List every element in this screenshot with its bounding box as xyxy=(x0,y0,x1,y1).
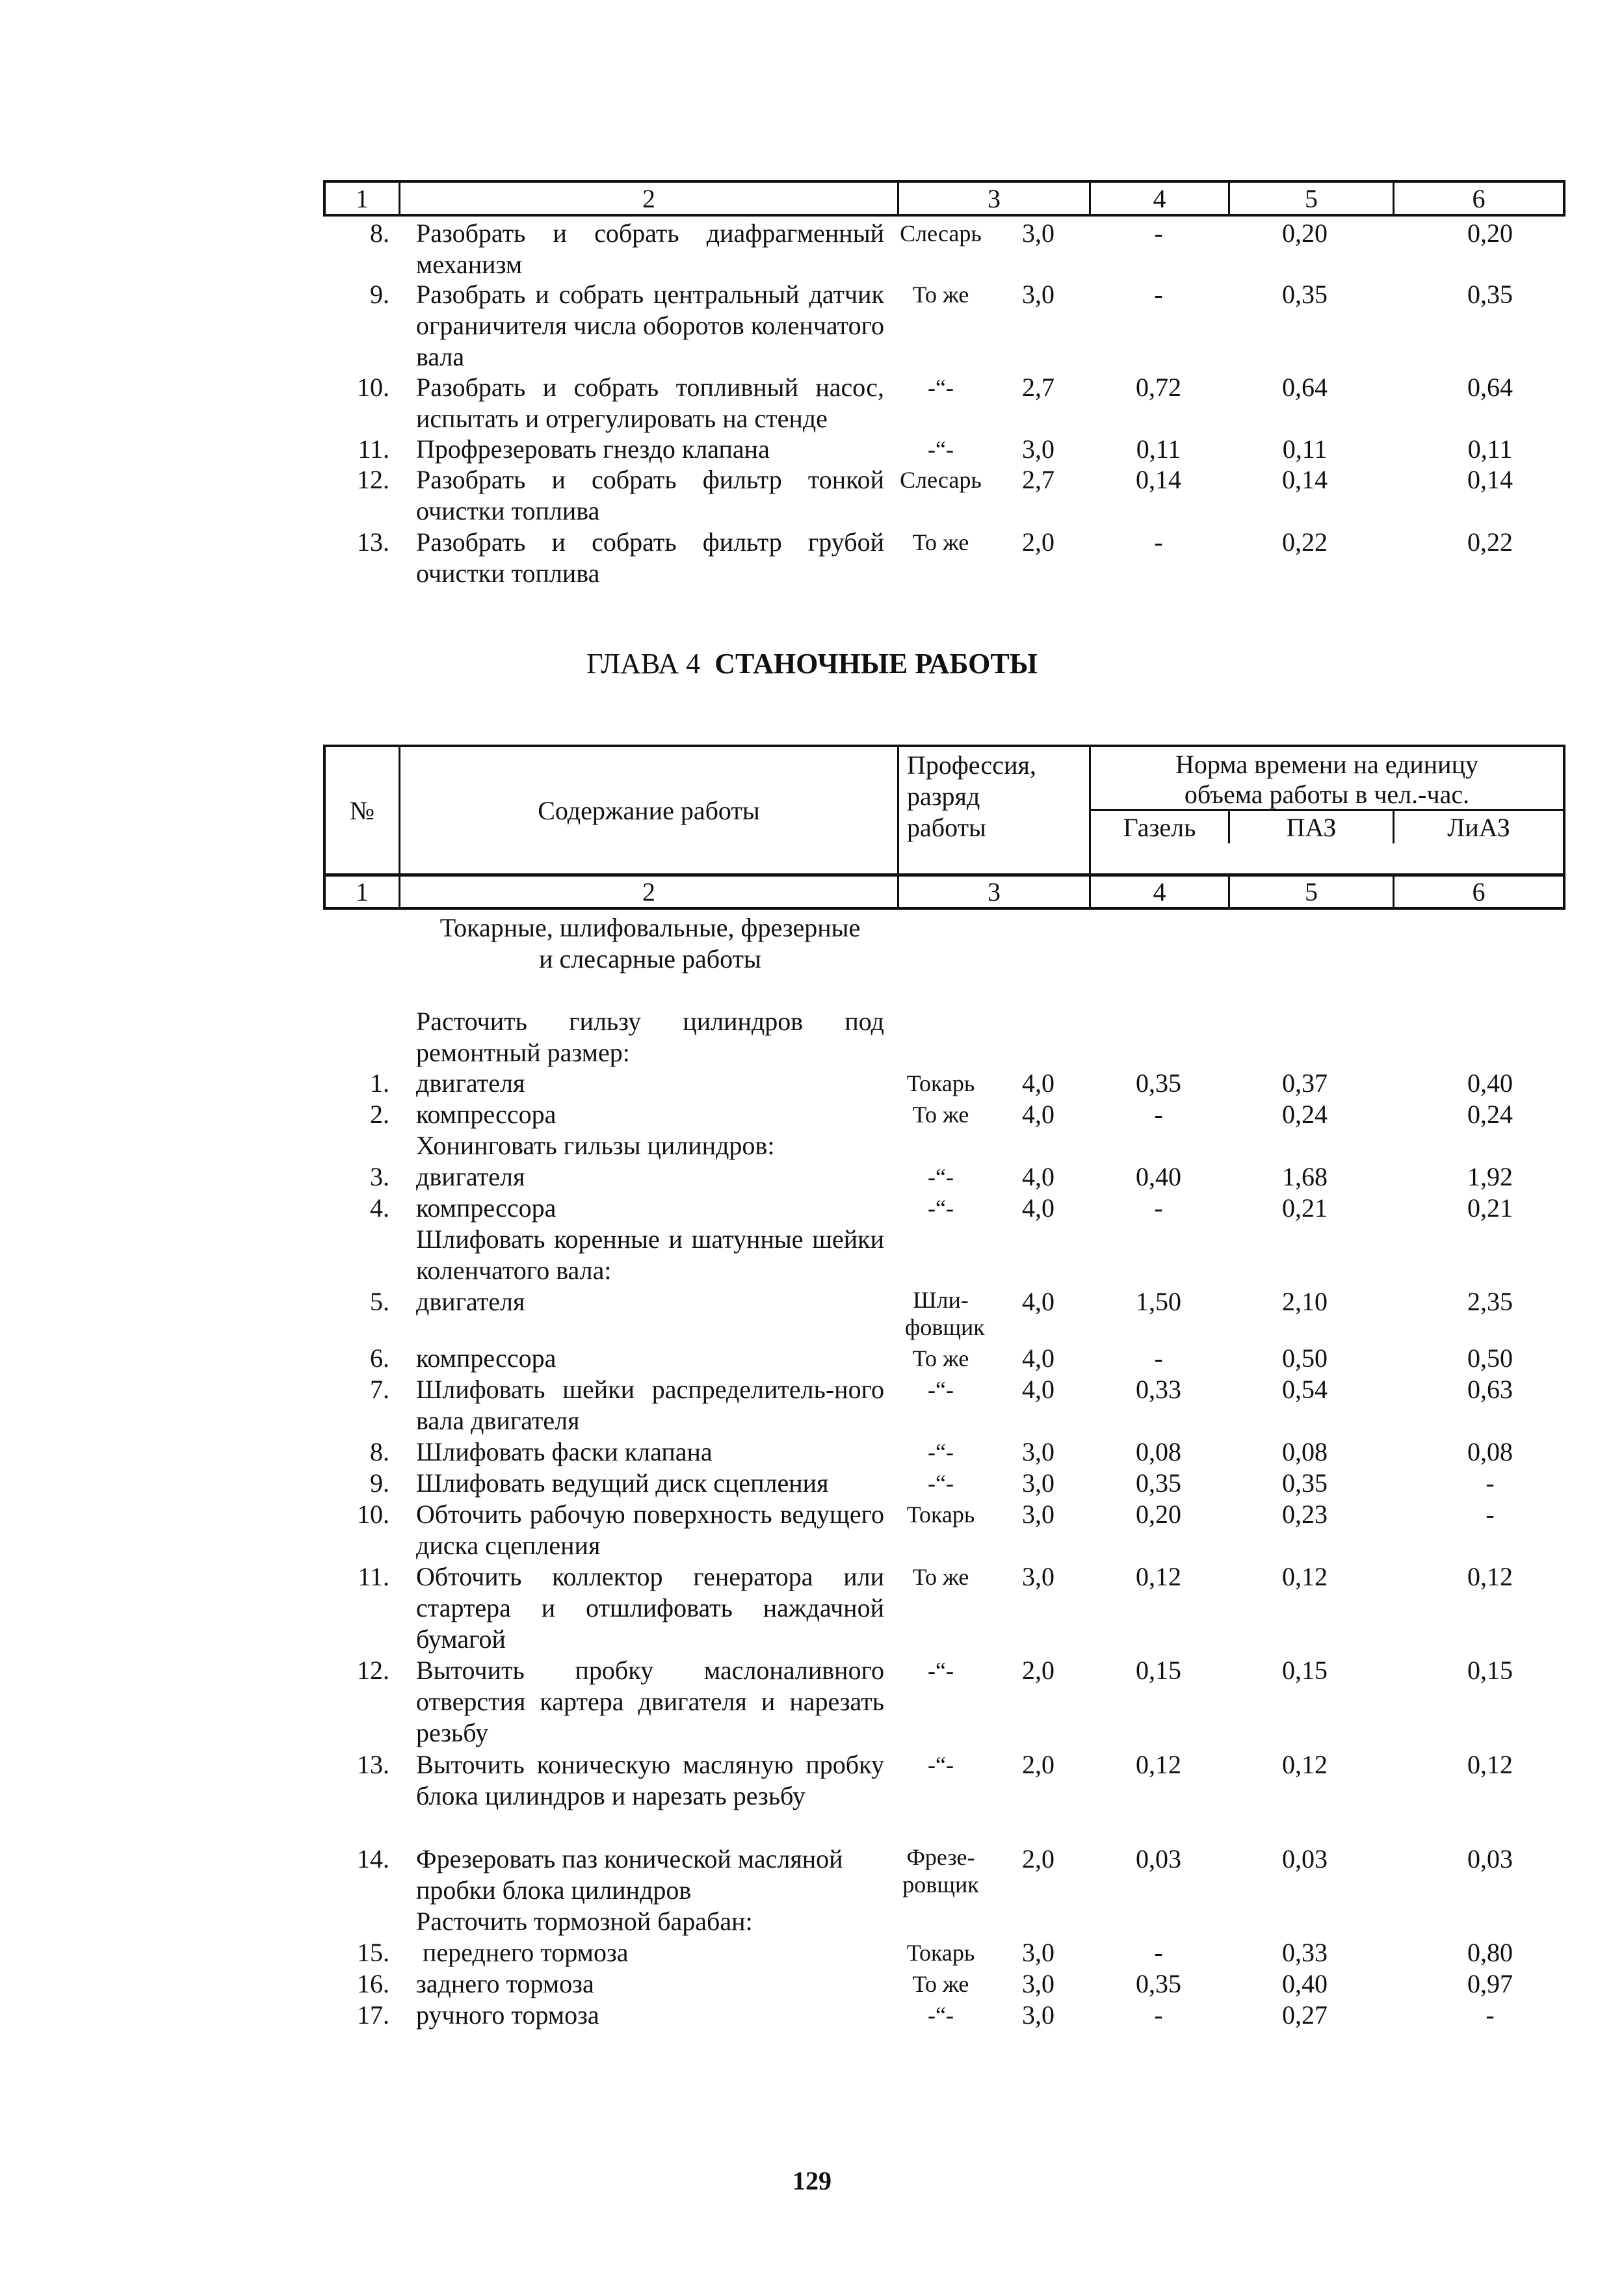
work-description: Шлифовать шейки распределитель-ного вала двигателя xyxy=(416,1375,884,1435)
norm-paz: 0,54 xyxy=(1282,1375,1328,1404)
work-description: Выточить пробку маслоналивного отверстия картера двигателя и нарезать резьбу xyxy=(416,1656,884,1747)
colnum-4: 4 xyxy=(1091,876,1230,907)
profession: То же xyxy=(912,529,969,555)
norm-liaz: 0,22 xyxy=(1467,527,1513,557)
row-number: 10. xyxy=(357,1500,389,1529)
row-number: 5. xyxy=(370,1287,389,1316)
row-number: 9. xyxy=(370,1468,389,1498)
work-description: ручного тормоза xyxy=(416,2000,599,2030)
norm-liaz: 2,35 xyxy=(1467,1287,1513,1316)
norm-gazel: 0,20 xyxy=(1136,1500,1181,1529)
work-description: Фрезеровать паз конической масляной пробки блока цилиндров xyxy=(416,1844,843,1905)
grade: 4,0 xyxy=(1022,1287,1054,1316)
norm-paz: 0,33 xyxy=(1282,1938,1328,1967)
chapter-prefix: ГЛАВА 4 xyxy=(586,648,701,680)
work-description: компрессора xyxy=(416,1100,557,1129)
header-num: № xyxy=(326,747,400,874)
norm-gazel: 0,12 xyxy=(1136,1562,1181,1591)
grade: 4,0 xyxy=(1022,1162,1054,1191)
profession: Слесарь xyxy=(900,220,982,246)
profession: Шли-фовщик xyxy=(905,1287,985,1340)
header-norm-line2: объема работы в чел.-час. xyxy=(1184,780,1470,809)
profession: Токарь xyxy=(906,1502,975,1528)
row-number: 16. xyxy=(357,1969,389,1998)
profession: То же xyxy=(912,1564,969,1590)
colnum-5: 5 xyxy=(1230,183,1395,214)
row-number: 11. xyxy=(358,434,389,464)
norm-liaz: 0,80 xyxy=(1467,1938,1513,1967)
norm-liaz: 0,08 xyxy=(1467,1437,1513,1466)
section-title-line2: и слесарные работы xyxy=(539,944,761,973)
grade: 3,0 xyxy=(1022,1500,1054,1529)
colnum-3: 3 xyxy=(899,183,1091,214)
grade: 4,0 xyxy=(1022,1100,1054,1129)
row-number: 12. xyxy=(357,465,389,494)
norm-gazel: - xyxy=(1154,218,1163,248)
work-description: компрессора xyxy=(416,1193,557,1223)
norm-gazel: 0,72 xyxy=(1136,373,1181,402)
norm-gazel: - xyxy=(1154,527,1163,557)
work-description: двигателя xyxy=(416,1287,525,1316)
colnum-3: 3 xyxy=(899,876,1091,907)
norm-gazel: 0,14 xyxy=(1136,465,1181,494)
norm-gazel: - xyxy=(1154,1938,1163,1967)
group-heading-text: Хонинговать гильзы цилиндров: xyxy=(416,1131,775,1160)
norm-gazel: 0,15 xyxy=(1136,1656,1181,1685)
profession: Слесарь xyxy=(900,467,982,493)
norm-paz: 1,68 xyxy=(1282,1162,1328,1191)
profession: -“- xyxy=(928,1377,954,1403)
norm-paz: 0,12 xyxy=(1282,1562,1328,1591)
norm-paz: 0,20 xyxy=(1282,218,1328,248)
row-number: 12. xyxy=(357,1656,389,1685)
row-number: 15. xyxy=(357,1938,389,1967)
page-number: 129 xyxy=(792,2166,832,2195)
grade: 3,0 xyxy=(1022,1468,1054,1498)
profession: То же xyxy=(912,1102,969,1128)
column-number-row xyxy=(323,180,1565,217)
profession: То же xyxy=(912,1345,969,1371)
colnum-6: 6 xyxy=(1472,183,1486,213)
grade: 4,0 xyxy=(1022,1068,1054,1098)
header-profession-line1: Профессия, xyxy=(907,750,1036,780)
profession: Фрезе-ровщик xyxy=(902,1844,979,1898)
profession: -“- xyxy=(928,2002,954,2028)
grade: 3,0 xyxy=(1022,434,1054,464)
norm-paz: 0,14 xyxy=(1282,465,1328,494)
colnum-4: 4 xyxy=(1091,183,1230,214)
work-description: двигателя xyxy=(416,1162,525,1191)
row-number: 11. xyxy=(358,1562,389,1591)
profession: -“- xyxy=(928,1164,954,1190)
norm-paz: 0,03 xyxy=(1282,1844,1328,1873)
norm-paz: 0,27 xyxy=(1282,2000,1328,2030)
grade: 2,0 xyxy=(1022,527,1054,557)
work-description: Разобрать и собрать фильтр грубой очистки топлива xyxy=(416,527,884,588)
group-heading-text: Расточить гильзу цилиндров под ремонтный размер: xyxy=(416,1007,884,1067)
profession: -“- xyxy=(928,436,954,462)
norm-liaz: 0,24 xyxy=(1467,1100,1513,1129)
colnum-1: 1 xyxy=(326,876,400,907)
work-description: Обточить рабочую поверхность ведущего диска сцепления xyxy=(416,1500,884,1560)
norm-liaz: 0,97 xyxy=(1467,1969,1513,1998)
work-description: компрессора xyxy=(416,1343,557,1373)
norm-liaz: 0,35 xyxy=(1467,280,1513,309)
header-liaz: ЛиАЗ xyxy=(1447,812,1510,842)
header-norm xyxy=(1091,747,1563,811)
grade: 2,0 xyxy=(1022,1844,1054,1873)
norm-gazel: 0,35 xyxy=(1136,1969,1181,1998)
norm-liaz: 1,92 xyxy=(1467,1162,1513,1191)
norm-gazel: 0,12 xyxy=(1136,1750,1181,1779)
norm-liaz: - xyxy=(1486,2000,1495,2030)
norm-paz: 0,15 xyxy=(1282,1656,1328,1685)
section-title-line1: Токарные, шлифовальные, фрезерные xyxy=(439,913,861,942)
table-header xyxy=(323,745,1565,877)
norm-paz: 0,23 xyxy=(1282,1500,1328,1529)
norm-gazel: 0,40 xyxy=(1136,1162,1181,1191)
norm-gazel: - xyxy=(1154,2000,1163,2030)
row-number: 1. xyxy=(370,1068,389,1098)
group-heading-text: Расточить тормозной барабан: xyxy=(416,1907,753,1936)
group-heading-text: Шлифовать коренные и шатунные шейки коленчатого вала: xyxy=(416,1224,884,1285)
work-description: Разобрать и собрать топливный насос, испытать и отрегулировать на стенде xyxy=(416,373,884,433)
grade: 2,7 xyxy=(1022,373,1054,402)
norm-liaz: - xyxy=(1486,1500,1495,1529)
norm-gazel: 0,35 xyxy=(1136,1468,1181,1498)
norm-paz: 0,40 xyxy=(1282,1969,1328,1998)
grade: 4,0 xyxy=(1022,1343,1054,1373)
norm-liaz: 0,12 xyxy=(1467,1750,1513,1779)
header-profession xyxy=(899,747,1091,874)
row-number: 4. xyxy=(370,1193,389,1223)
colnum-2: 2 xyxy=(400,183,899,214)
column-number-row xyxy=(323,873,1565,910)
profession: То же xyxy=(912,282,969,308)
row-number: 2. xyxy=(370,1100,389,1129)
work-description: Разобрать и собрать диафрагменный механизм xyxy=(416,218,884,279)
row-number: 13. xyxy=(357,527,389,557)
header-content: Содержание работы xyxy=(400,747,899,874)
colnum-5: 5 xyxy=(1230,876,1395,907)
norm-paz: 0,21 xyxy=(1282,1193,1328,1223)
norm-liaz: 0,12 xyxy=(1467,1562,1513,1591)
row-number: 8. xyxy=(370,218,389,248)
work-description: заднего тормоза xyxy=(416,1969,594,1998)
chapter-title: СТАНОЧНЫЕ РАБОТЫ xyxy=(714,648,1038,680)
work-description: Разобрать и собрать фильтр тонкой очистки топлива xyxy=(416,465,884,525)
profession: -“- xyxy=(928,1195,954,1221)
header-profession-line3: работы xyxy=(907,813,986,842)
grade: 3,0 xyxy=(1022,1437,1054,1466)
profession: Токарь xyxy=(906,1070,975,1096)
profession: То же xyxy=(912,1971,969,1997)
norm-paz: 0,64 xyxy=(1282,373,1328,402)
profession: -“- xyxy=(928,1439,954,1465)
colnum-6: 6 xyxy=(1472,877,1486,906)
work-description: Профрезеровать гнездо клапана xyxy=(416,434,770,464)
profession: -“- xyxy=(928,1658,954,1684)
norm-liaz: 0,11 xyxy=(1467,434,1513,464)
norm-liaz: 0,50 xyxy=(1467,1343,1513,1373)
norm-gazel: 0,11 xyxy=(1136,434,1181,464)
row-number: 8. xyxy=(370,1437,389,1466)
norm-liaz: 0,63 xyxy=(1467,1375,1513,1404)
row-number: 13. xyxy=(357,1750,389,1779)
row-number: 10. xyxy=(357,373,389,402)
norm-liaz: 0,64 xyxy=(1467,373,1513,402)
row-number: 3. xyxy=(370,1162,389,1191)
grade: 3,0 xyxy=(1022,280,1054,309)
grade: 4,0 xyxy=(1022,1193,1054,1223)
profession: -“- xyxy=(928,1752,954,1778)
norm-liaz: 0,40 xyxy=(1467,1068,1513,1098)
norm-liaz: 0,14 xyxy=(1467,465,1513,494)
row-number: 6. xyxy=(370,1343,389,1373)
norm-paz: 0,37 xyxy=(1282,1068,1328,1098)
norm-gazel: 0,35 xyxy=(1136,1068,1181,1098)
norm-paz: 2,10 xyxy=(1282,1287,1328,1316)
grade: 3,0 xyxy=(1022,2000,1054,2030)
grade: 4,0 xyxy=(1022,1375,1054,1404)
grade: 2,0 xyxy=(1022,1750,1054,1779)
profession: -“- xyxy=(928,375,954,401)
norm-paz: 0,11 xyxy=(1282,434,1328,464)
row-number: 14. xyxy=(357,1844,389,1873)
colnum-2: 2 xyxy=(400,876,899,907)
norm-gazel: 0,08 xyxy=(1136,1437,1181,1466)
work-description: Выточить коническую масляную пробку блока цилиндров и нарезать резьбу xyxy=(416,1750,884,1810)
row-number: 7. xyxy=(370,1375,389,1404)
colnum-1: 1 xyxy=(326,183,400,214)
row-number: 17. xyxy=(357,2000,389,2030)
work-description: Разобрать и собрать центральный датчик ограничителя числа оборотов коленчатого вала xyxy=(416,280,884,371)
norm-gazel: 1,50 xyxy=(1136,1287,1181,1316)
chapter-heading xyxy=(0,647,1624,680)
header-profession-line2: разряд xyxy=(907,782,980,811)
norm-gazel: 0,33 xyxy=(1136,1375,1181,1404)
grade: 3,0 xyxy=(1022,1938,1054,1967)
norm-liaz: 0,20 xyxy=(1467,218,1513,248)
work-description: Шлифовать ведущий диск сцепления xyxy=(416,1468,829,1498)
norm-paz: 0,35 xyxy=(1282,280,1328,309)
norm-paz: 0,24 xyxy=(1282,1100,1328,1129)
norm-paz: 0,22 xyxy=(1282,527,1328,557)
norm-liaz: 0,15 xyxy=(1467,1656,1513,1685)
grade: 3,0 xyxy=(1022,1562,1054,1591)
profession: -“- xyxy=(928,1470,954,1496)
norm-paz: 0,12 xyxy=(1282,1750,1328,1779)
work-description: Шлифовать фаски клапана xyxy=(416,1437,713,1466)
norm-paz: 0,35 xyxy=(1282,1468,1328,1498)
norm-liaz: - xyxy=(1486,1468,1495,1498)
norm-gazel: - xyxy=(1154,1100,1163,1129)
norm-gazel: 0,03 xyxy=(1136,1844,1181,1873)
work-description: переднего тормоза xyxy=(423,1938,629,1967)
norm-liaz: 0,21 xyxy=(1467,1193,1513,1223)
norm-gazel: - xyxy=(1154,1193,1163,1223)
norm-gazel: - xyxy=(1154,280,1163,309)
grade: 3,0 xyxy=(1022,1969,1054,1998)
row-number: 9. xyxy=(370,280,389,309)
norm-gazel: - xyxy=(1154,1343,1163,1373)
work-description: Обточить коллектор генератора или стартера и отшлифовать наждачной бумагой xyxy=(416,1562,884,1654)
header-norm-line1: Норма времени на единицу xyxy=(1175,750,1478,779)
grade: 3,0 xyxy=(1022,218,1054,248)
norm-liaz: 0,03 xyxy=(1467,1844,1513,1873)
norm-paz: 0,08 xyxy=(1282,1437,1328,1466)
work-description: двигателя xyxy=(416,1068,525,1098)
grade: 2,7 xyxy=(1022,465,1054,494)
profession: Токарь xyxy=(906,1940,975,1966)
norm-paz: 0,50 xyxy=(1282,1343,1328,1373)
header-paz: ПАЗ xyxy=(1230,811,1395,843)
grade: 2,0 xyxy=(1022,1656,1054,1685)
header-gazel: Газель xyxy=(1091,811,1230,843)
